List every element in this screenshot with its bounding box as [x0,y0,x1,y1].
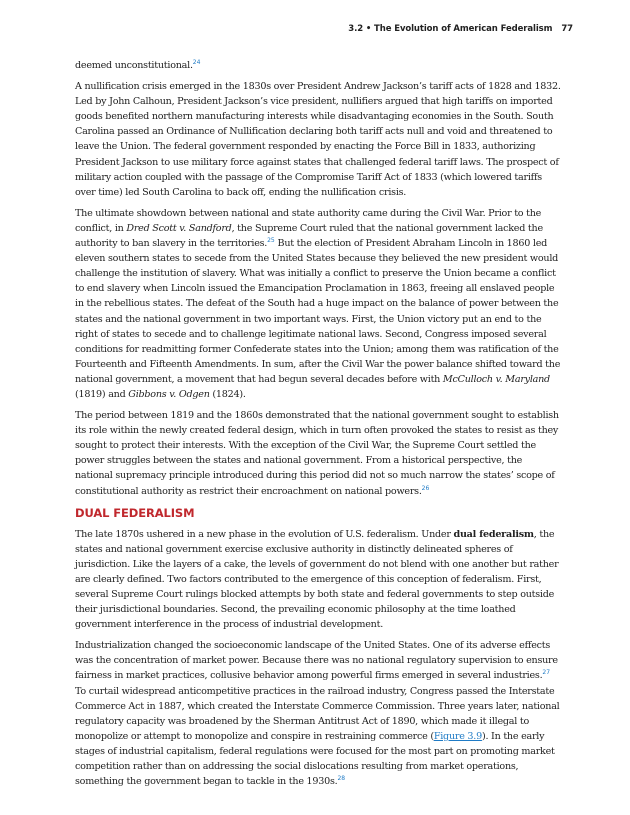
header-page-number: 77 [561,24,573,34]
paragraph-4 [75,408,562,499]
paragraph-6 [75,638,562,789]
paragraph-text: deemed unconstitutional. [75,60,193,71]
paragraph-text: (1819) and [75,388,129,400]
paragraph-text: But the election of President Abraham Lincoln in 1860 led eleven southern states to secede from the United States because they believed the new president would challenge the institution of slavery. What was initially a conflict to preserve the Union became a conflict to end slavery when Lincoln issued the Emancipation Proclamation in 1863, freeing all enslaved people in the rebellious states. The defeat of the South had a huge impact on the balance of power between the states and the national government in two important ways. First, the Union victory put an end to the right of states to secede and to challenge legitimate national laws. Second, Congress imposed several conditions for readmitting former Confederate states into the Union; among them was ratification of the Fourteenth and Fifteenth Amendments. In sum, after the Civil War the power balance shifted toward the national government, a movement that had begun several decades before with [75,238,561,385]
paragraph-text: ). In the early stages of industrial capitalism, federal regulations were focused for the most part on promoting market competition rather than on addressing the social dislocations resulting from market operations, something the government began to tackle in the 1930s. [75,730,555,788]
paragraph-text: (1824). [209,388,246,400]
paragraph-3 [75,206,562,402]
case-name: Dred Scott v. Sandford [126,222,232,234]
footnote-ref-28[interactable]: 28 [337,775,346,783]
running-header [348,24,573,34]
header-section-title: 3.2 • The Evolution of American Federalism [348,24,553,34]
paragraph-1 [75,58,562,73]
key-term: dual federalism [453,528,534,540]
paragraph-text: The period between 1819 and the 1860s demonstrated that the national government sought to establish its role within the newly created federal design, which in turn often provoked the states to resist as they sought to protect their interests. With the exception of the Civil War, the Supreme Court settled the power struggles between the states and national government. From a historical perspective, the national supremacy principle introduced during this period did not so much narrow the states’ scope of constitutional authority as restrict their encroachment on national powers. [75,410,559,497]
footnote-ref-24[interactable]: 24 [192,59,201,66]
paragraph-2: A nullification crisis emerged in the 1830s over President Andrew Jackson’s tariff acts of 1828 and 1832. Led by John Calhoun, President Jackson’s vice president, nullifiers argued that high tariffs on imported goods benefited northern manufacturing interests while disadvantaging economies in the South. South Carolina passed an Ordinance of Nullification declaring both tariff acts null and void and threatened to leave the Union. The federal government responded by enacting the Force Bill in 1833, authorizing President Jackson to use military force against states that challenged federal tariff laws. The prospect of military action coupled with the passage of the Compromise Tariff Act of 1833 (which lowered tariffs over time) led South Carolina to back off, ending the nullification crisis. [75,81,561,198]
figure-link[interactable]: Figure 3.9 [433,730,482,742]
paragraph-5 [75,527,562,633]
paragraph-text: Industrialization changed the socioeconomic landscape of the United States. One of its adverse effects was the concentration of market power. Because there was no national regulatory supervision to ensure fairness in market practices, collusive behavior among powerful firms emerged in several industries. [75,640,558,682]
footnote-ref-25[interactable]: 25 [267,237,275,245]
section-heading: DUAL FEDERALISM [75,505,195,520]
page-content [75,58,562,795]
case-name: McCulloch v. Maryland [442,373,550,385]
paragraph-text: To curtail widespread anticompetitive practices in the railroad industry, Congress passed the Interstate Commerce Act in 1887, which created the Interstate Commerce Commission. Three years later, national regulatory capacity was broadened by the Sherman Antitrust Act of 1890, which made it illegal to monopolize or attempt to monopolize and conspire in restraining commerce ( [75,685,560,742]
footnote-ref-27[interactable]: 27 [542,669,551,677]
case-name: Gibbons v. Odgen [128,388,210,400]
paragraph-text: The ultimate showdown between national and state authority came during the Civil War. Prior to the conflict, in [75,207,542,234]
footnote-ref-26[interactable]: 26 [421,484,430,492]
paragraph-text: The late 1870s ushered in a new phase in the evolution of U.S. federalism. Under [75,528,454,540]
paragraph-text: , the states and national government exercise exclusive authority in distinctly delineated spheres of jurisdiction. Like the layers of a cake, the levels of government do not blend with one another but rather are clearly defined. Two factors contributed to the emergence of this conception of federalism. First, several Supreme Court rulings blocked attempts by both state and federal governments to step outside their jurisdictional boundaries. Second, the prevailing economic philosophy at the time loathed government interference in the process of industrial development. [75,528,559,631]
paragraph-text: , the Supreme Court ruled that the national government lacked the authority to ban slavery in the territories. [75,222,543,250]
